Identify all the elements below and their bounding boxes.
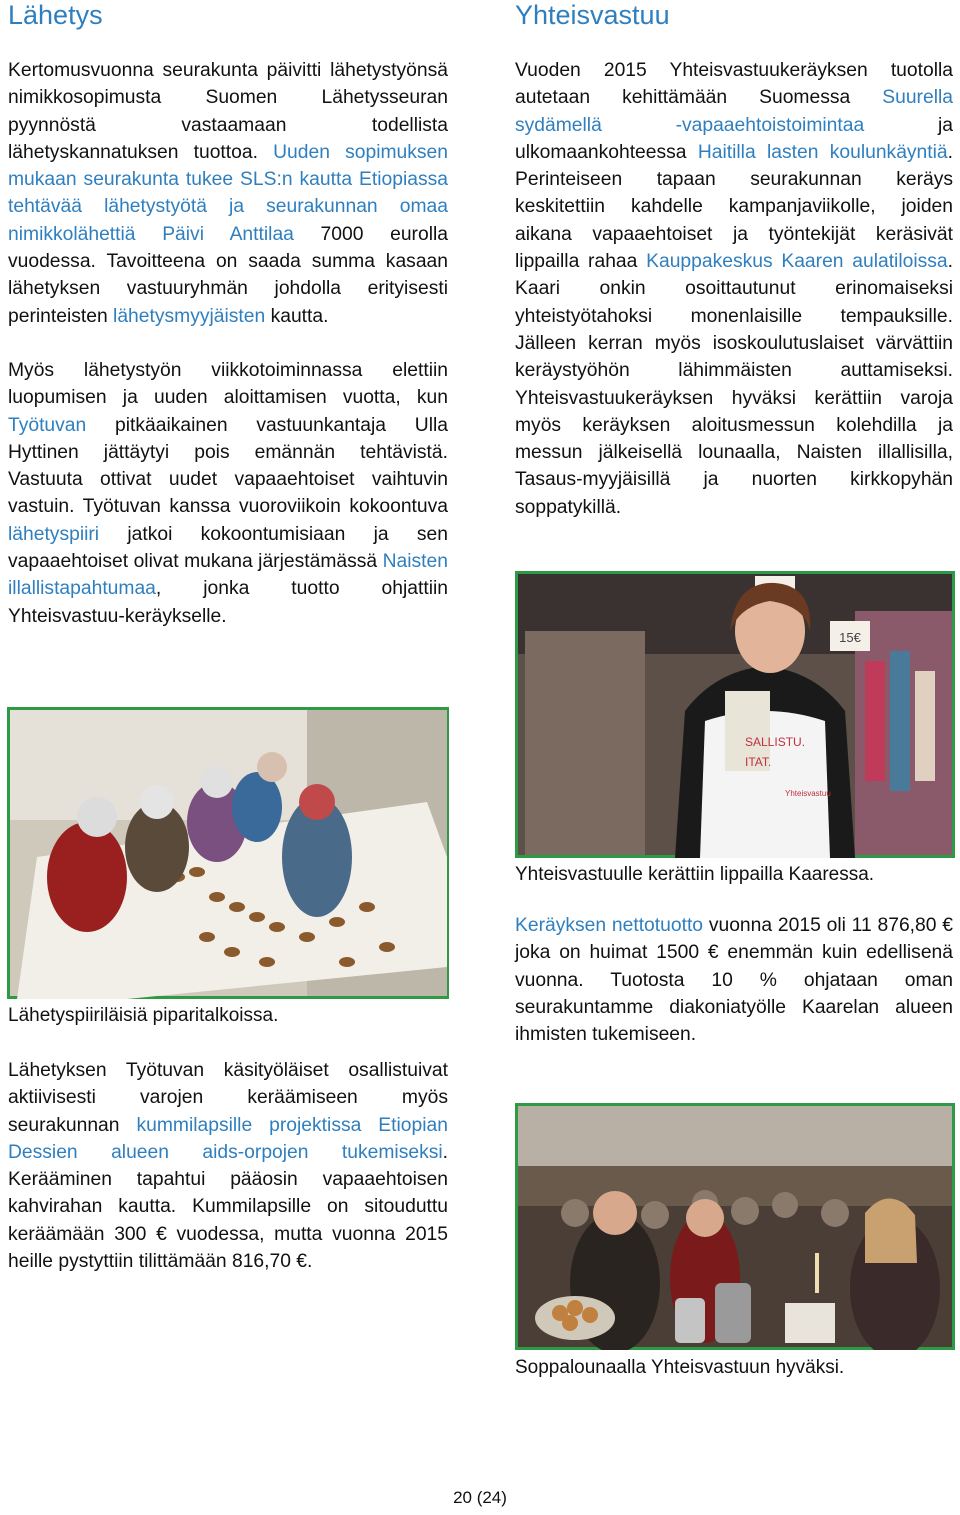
- text-run: pitkäaikainen vastuunkantaja Ulla Hyttinen jättäytyi pois emännän tehtävistä. Vastuuta ottivat uudet vapaaehtoiset vaihtuvin vastuin. Työtuvan kanssa vuoroviikoin kokoontuva: [8, 414, 448, 518]
- inline-link[interactable]: lähetysmyyjäisten: [113, 305, 266, 327]
- inline-link[interactable]: Uuden sopimuksen mukaan seurakunta tukee SLS:n kautta Etiopiassa tehtävää lähetystyötä ja seurakunnan omaa nimikkolähettiä Päivi Anttilaa: [8, 141, 448, 245]
- text-run: jatkoi kokoontumisiaan ja sen vapaaehtoiset olivat mukana järjestämässä: [8, 523, 448, 573]
- lahetys-paragraph-2: [8, 357, 448, 630]
- apron-brand: Yhteisvastuu: [785, 789, 831, 798]
- left-column: [8, 0, 448, 630]
- inline-link[interactable]: lähetyspiiri: [8, 523, 100, 545]
- inline-link[interactable]: Kauppakeskus Kaaren aulatiloissa: [646, 251, 948, 273]
- text-run: , jonka tuotto ohjattiin Yhteisvastuu-keräykselle.: [8, 578, 448, 627]
- page-number: 20 (24): [453, 1488, 507, 1507]
- inline-link[interactable]: Keräyksen nettotuotto: [515, 915, 704, 936]
- photo-baking: [7, 707, 449, 999]
- caption-collector: Yhteisvastuulle kerättiin lippailla Kaaressa.: [515, 864, 875, 885]
- section-title-lahetys: Lähetys: [8, 0, 103, 30]
- caption-baking: Lähetyspiiriläisiä piparitalkoissa.: [8, 1005, 279, 1026]
- text-run: . Perinteiseen tapaan seurakunnan keräys keskitettiin kahdelle kampanjaviikolle, joiden aikana vapaaehtoiset ja työntekijät keräsivät lippailla rahaa: [515, 141, 954, 273]
- yhteisvastuu-paragraph-1: [515, 57, 953, 521]
- inline-link[interactable]: Haitilla lasten koulunkäyntiä: [697, 141, 948, 163]
- right-column: [515, 0, 953, 521]
- apron-line-2: ITAT.: [745, 755, 772, 769]
- text-run: vuonna 2015 oli 11 876,80 € joka on huimat 1500 € enemmän kuin edellisenä vuonna. Tuotosta 10 % ohjataan oman seurakuntamme diakoniatyölle Kaarelan alueen ihmisten tukemiseen.: [515, 915, 954, 1046]
- lahetys-paragraph-1: [8, 57, 448, 330]
- caption-soup-lunch: Soppalounaalla Yhteisvastuun hyväksi.: [515, 1357, 845, 1378]
- text-run: ja ulkomaankohteessa: [515, 114, 953, 163]
- inline-link[interactable]: Naisten illallistapahtumaa: [8, 551, 448, 600]
- section-title-yhteisvastuu: Yhteisvastuu: [515, 0, 670, 30]
- photo-soup-lunch: [515, 1103, 955, 1350]
- text-run: 7000 eurolla vuodessa. Tavoitteena on saada summa kasaan lähetyksen vastuuryhmän johdolla erityisesti perinteisten: [8, 223, 448, 327]
- text-run: Lähetyksen Työtuvan käsityöläiset osallistuivat aktiivisesti varojen keräämiseen myös seurakunnan: [8, 1060, 448, 1136]
- price-tag-b-text: 15€: [839, 630, 861, 645]
- photo-collector: [515, 571, 955, 858]
- lahetys-paragraph-3: [8, 1057, 448, 1275]
- text-run: . Kerääminen tapahtui pääosin vapaaehtoisen kahvirahan kautta. Kummilapsille on sitouduttu keräämään 300 € vuodessa, mutta vuonna 2015 heille pystyttiin tilittämään 816,70 €.: [8, 1141, 448, 1273]
- text-run: Myös lähetystyön viikkotoiminnassa elettiin luopumisen ja uuden aloittamisen vuotta, kun: [8, 359, 448, 409]
- text-run: . Kaari onkin osoittautunut erinomaiseksi yhteistyötahoksi monenlaisille tempauksille. Jälleen kerran myös isoskoulutuslaiset värvättiin keräystyöhön lähimmäisten auttamiseksi. Yhteisvastuukeräyksen hyväksi kerättiin varoja myös keräyksen aloitusmessun kolehdilla ja messun jälkeisellä lounaalla, Naisten illallisilla, Tasaus-myyjäisillä ja nuorten kirkkopyhän soppatykillä.: [515, 251, 953, 518]
- price-tag-b: [830, 621, 870, 651]
- apron-line-1: SALLISTU.: [745, 735, 806, 749]
- text-run: kautta.: [265, 305, 329, 327]
- inline-link[interactable]: kummilapsille projektissa Etiopian Dessien alueen aids-orpojen tukemiseksi: [8, 1114, 448, 1163]
- yhteisvastuu-paragraph-2: [515, 912, 953, 1048]
- text-run: Vuoden 2015 Yhteisvastuukeräyksen tuotolla autetaan kehittämään Suomessa: [515, 60, 953, 109]
- inline-link[interactable]: Suurella sydämellä -vapaaehtoistoimintaa: [515, 87, 953, 136]
- text-run: Kertomusvuonna seurakunta päivitti lähetystyönsä nimikkosopimusta Suomen Lähetysseuran pyynnöstä vastaamaan todellista lähetyskannatuksen tuottoa.: [8, 60, 448, 163]
- inline-link[interactable]: Työtuvan: [8, 414, 87, 436]
